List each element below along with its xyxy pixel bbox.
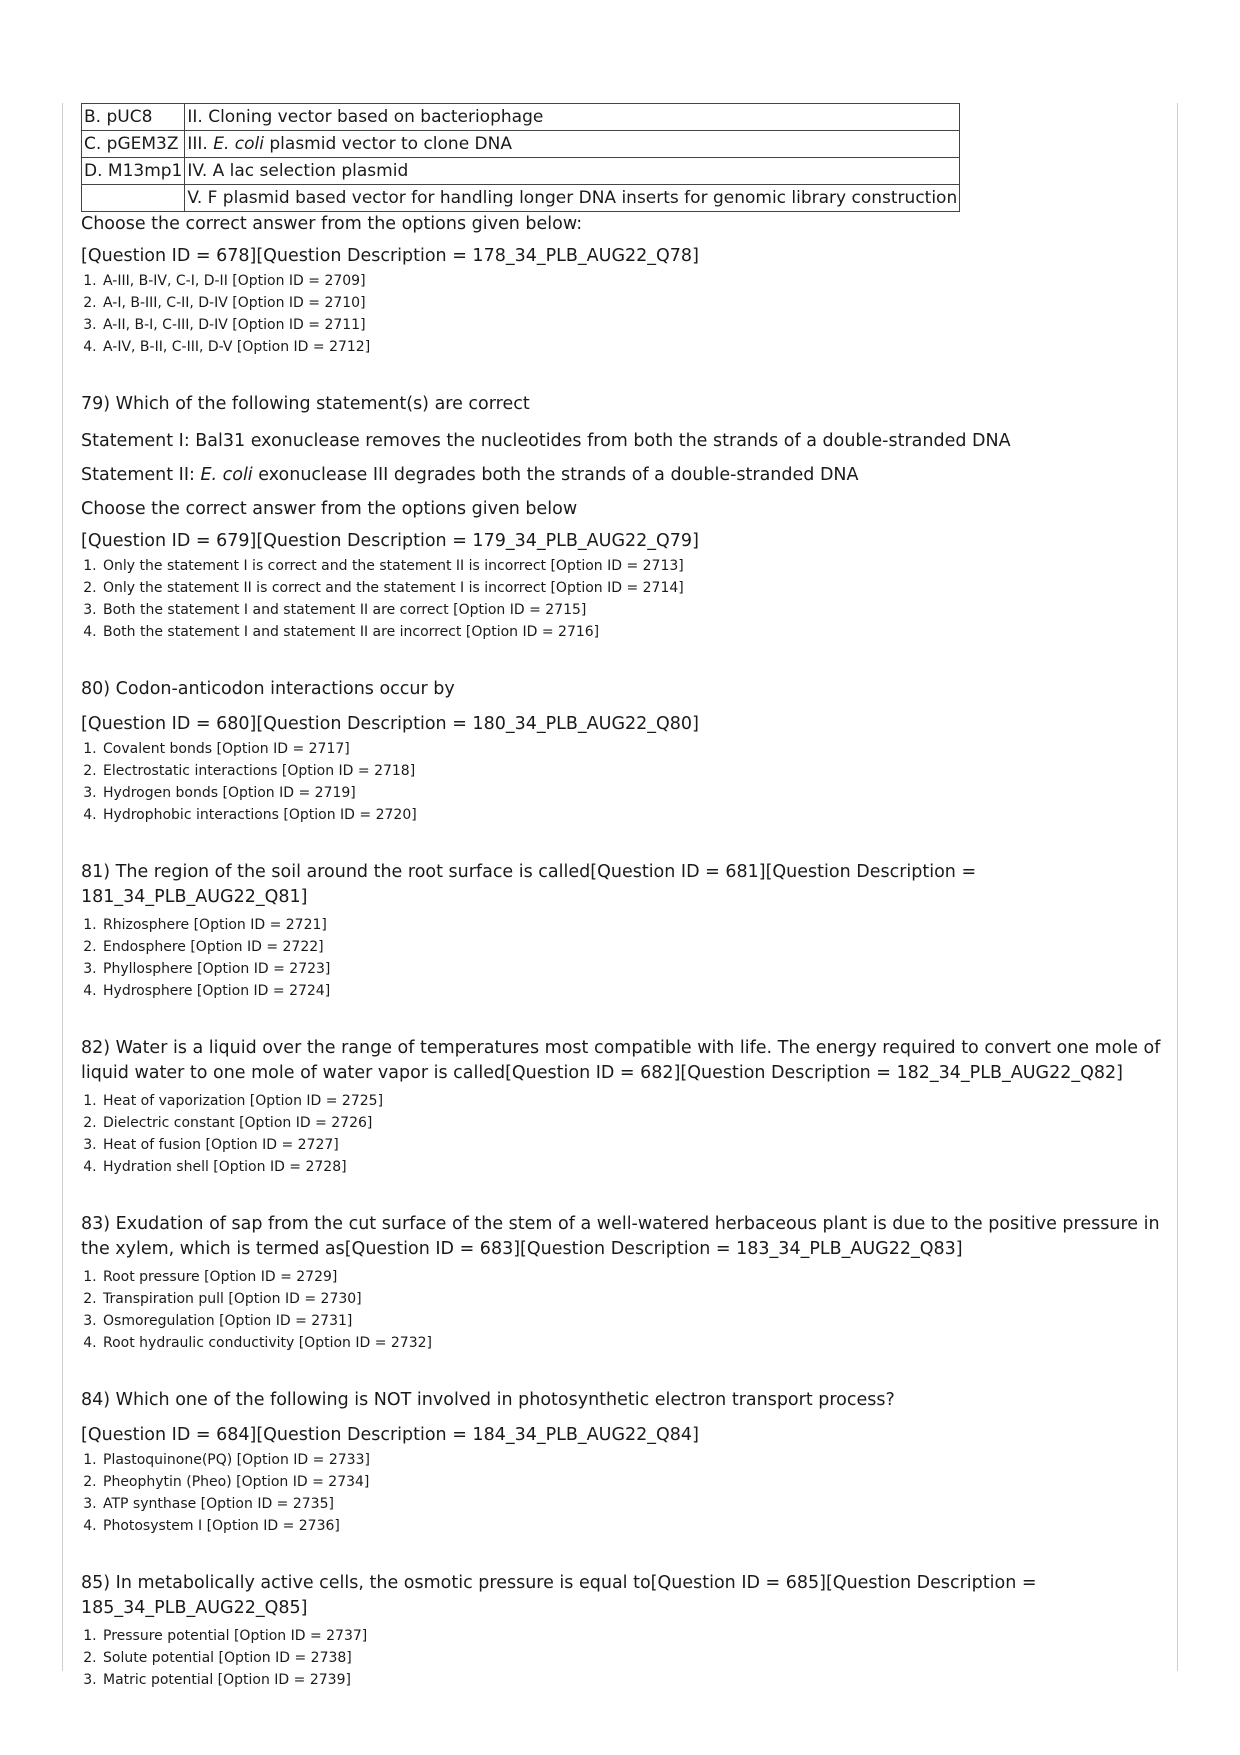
question-title: 83) Exudation of sap from the cut surface of the stem of a well-watered herbaceous plant is due to the positive pressure in the xylem, which is termed as[Question ID = 683][Question Description = 183_34_PLB_AUG22_Q83] bbox=[81, 1214, 1160, 1259]
question-title: 79) Which of the following statement(s) are correct bbox=[81, 394, 530, 414]
question-title: 81) The region of the soil around the root surface is called[Question ID = 681][Question Description = 181_34_PLB_AUG22_Q81] bbox=[81, 862, 977, 907]
option-item: 2. Pheophytin (Pheo) [Option ID = 2734] bbox=[101, 1471, 1170, 1493]
option-item: 1. Only the statement I is correct and the statement II is incorrect [Option ID = 2713] bbox=[101, 555, 1170, 577]
table-cell: II. Cloning vector based on bacteriophage bbox=[185, 104, 960, 131]
option-item: 1. Rhizosphere [Option ID = 2721] bbox=[101, 914, 1170, 936]
table-cell: B. pUC8 bbox=[82, 104, 185, 131]
cell-text: III. bbox=[187, 134, 214, 154]
question-id-line: [Question ID = 679][Question Description = 179_34_PLB_AUG22_Q79] bbox=[81, 531, 699, 551]
table-cell bbox=[82, 185, 185, 212]
option-item: 4. A-IV, B-II, C-III, D-V [Option ID = 2712] bbox=[101, 336, 1170, 358]
option-item: 3. Both the statement I and statement II are correct [Option ID = 2715] bbox=[101, 599, 1170, 621]
question-id-line: [Question ID = 678][Question Description = 178_34_PLB_AUG22_Q78] bbox=[81, 246, 699, 266]
options-list bbox=[75, 555, 1170, 643]
choose-instruction: Choose the correct answer from the options given below: bbox=[81, 214, 583, 234]
option-item: 4. Both the statement I and statement II are incorrect [Option ID = 2716] bbox=[101, 621, 1170, 643]
table-row bbox=[82, 104, 960, 131]
options-list bbox=[75, 1449, 1170, 1537]
options-list bbox=[75, 914, 1170, 1002]
question-block-81 bbox=[75, 860, 1170, 1002]
left-margin-rule bbox=[62, 103, 63, 1671]
options-list bbox=[75, 1266, 1170, 1354]
table-row bbox=[82, 185, 960, 212]
option-item: 3. A-II, B-I, C-III, D-IV [Option ID = 2711] bbox=[101, 314, 1170, 336]
option-item: 2. Dielectric constant [Option ID = 2726] bbox=[101, 1112, 1170, 1134]
question-title: 84) Which one of the following is NOT involved in photosynthetic electron transport process? bbox=[81, 1390, 895, 1410]
options-list bbox=[75, 1090, 1170, 1178]
option-item: 1. Root pressure [Option ID = 2729] bbox=[101, 1266, 1170, 1288]
option-item: 4. Hydrophobic interactions [Option ID = 2720] bbox=[101, 804, 1170, 826]
option-item: 1. A-III, B-IV, C-I, D-II [Option ID = 2709] bbox=[101, 270, 1170, 292]
option-item: 4. Root hydraulic conductivity [Option ID = 2732] bbox=[101, 1332, 1170, 1354]
option-item: 2. Endosphere [Option ID = 2722] bbox=[101, 936, 1170, 958]
option-item: 3. Heat of fusion [Option ID = 2727] bbox=[101, 1134, 1170, 1156]
question-block-82 bbox=[75, 1036, 1170, 1178]
choose-instruction: Choose the correct answer from the options given below bbox=[81, 499, 578, 519]
option-item: 2. Transpiration pull [Option ID = 2730] bbox=[101, 1288, 1170, 1310]
option-item: 2. Only the statement II is correct and the statement I is incorrect [Option ID = 2714] bbox=[101, 577, 1170, 599]
option-item: 4. Photosystem I [Option ID = 2736] bbox=[101, 1515, 1170, 1537]
statement-2 bbox=[81, 465, 1170, 485]
cell-italic-text: E. coli bbox=[213, 134, 264, 154]
document-content bbox=[75, 103, 1170, 1691]
option-item: 3. Matric potential [Option ID = 2739] bbox=[101, 1669, 1170, 1691]
table-cell: IV. A lac selection plasmid bbox=[185, 158, 960, 185]
option-item: 2. Solute potential [Option ID = 2738] bbox=[101, 1647, 1170, 1669]
option-item: 3. ATP synthase [Option ID = 2735] bbox=[101, 1493, 1170, 1515]
option-item: 3. Osmoregulation [Option ID = 2731] bbox=[101, 1310, 1170, 1332]
statement-text: exonuclease III degrades both the strands of a double-stranded DNA bbox=[252, 465, 859, 485]
question-title: 80) Codon-anticodon interactions occur by bbox=[81, 679, 455, 699]
question-id-line: [Question ID = 684][Question Description = 184_34_PLB_AUG22_Q84] bbox=[81, 1425, 699, 1445]
option-item: 1. Plastoquinone(PQ) [Option ID = 2733] bbox=[101, 1449, 1170, 1471]
table-cell bbox=[185, 131, 960, 158]
question-title: 82) Water is a liquid over the range of temperatures most compatible with life. The energy required to convert one mole of liquid water to one mole of water vapor is called[Question ID = 682][Question Description = 182_34_PLB_AUG22_Q82] bbox=[81, 1038, 1161, 1083]
option-item: 4. Hydrosphere [Option ID = 2724] bbox=[101, 980, 1170, 1002]
option-item: 2. A-I, B-III, C-II, D-IV [Option ID = 2710] bbox=[101, 292, 1170, 314]
statement-italic-text: E. coli bbox=[200, 465, 253, 485]
question-id-line: [Question ID = 680][Question Description = 180_34_PLB_AUG22_Q80] bbox=[81, 714, 699, 734]
right-margin-rule bbox=[1177, 103, 1178, 1671]
question-title: 85) In metabolically active cells, the osmotic pressure is equal to[Question ID = 685][Question Description = 185_34_PLB_AUG22_Q85] bbox=[81, 1573, 1037, 1618]
option-item: 1. Pressure potential [Option ID = 2737] bbox=[101, 1625, 1170, 1647]
question-block-79 bbox=[75, 392, 1170, 643]
table-cell: D. M13mp1 bbox=[82, 158, 185, 185]
question-block-85 bbox=[75, 1571, 1170, 1691]
options-list bbox=[75, 270, 1170, 358]
option-item: 4. Hydration shell [Option ID = 2728] bbox=[101, 1156, 1170, 1178]
options-list bbox=[75, 1625, 1170, 1691]
question-block-84 bbox=[75, 1388, 1170, 1537]
options-list bbox=[75, 738, 1170, 826]
table-row bbox=[82, 158, 960, 185]
option-item: 2. Electrostatic interactions [Option ID = 2718] bbox=[101, 760, 1170, 782]
option-item: 3. Hydrogen bonds [Option ID = 2719] bbox=[101, 782, 1170, 804]
match-table bbox=[81, 103, 960, 212]
option-item: 1. Heat of vaporization [Option ID = 2725] bbox=[101, 1090, 1170, 1112]
statement-1: Statement I: Bal31 exonuclease removes the nucleotides from both the strands of a double-stranded DNA bbox=[81, 431, 1011, 451]
option-item: 1. Covalent bonds [Option ID = 2717] bbox=[101, 738, 1170, 760]
question-block-83 bbox=[75, 1212, 1170, 1354]
table-cell: V. F plasmid based vector for handling longer DNA inserts for genomic library construction bbox=[185, 185, 960, 212]
question-block-80 bbox=[75, 677, 1170, 826]
statement-text: Statement II: bbox=[81, 465, 201, 485]
option-item: 3. Phyllosphere [Option ID = 2723] bbox=[101, 958, 1170, 980]
table-row bbox=[82, 131, 960, 158]
cell-text: plasmid vector to clone DNA bbox=[263, 134, 512, 154]
table-cell: C. pGEM3Z bbox=[82, 131, 185, 158]
